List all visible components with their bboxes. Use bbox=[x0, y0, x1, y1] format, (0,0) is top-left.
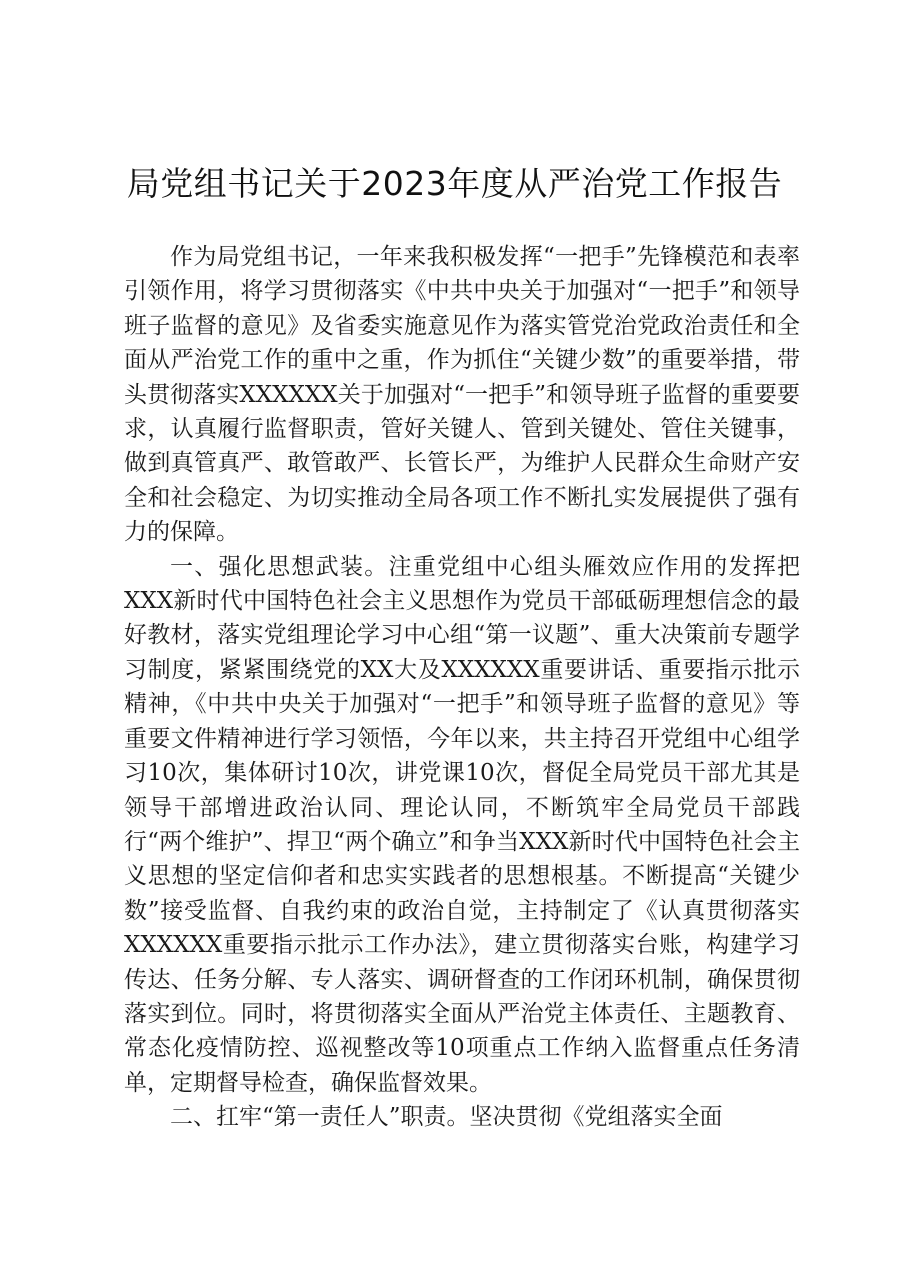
paragraph-intro: 作为局党组书记，一年来我积极发挥“一把手”先锋模范和表率引领作用，将学习贯彻落实《中共中央关于加强对“一把手”和领导班子监督的意见》及省委实施意见作为落实管党治党政治责任和全面从严治党工作的重中之重，作为抓住“关键少数”的重要举措，带头贯彻落实XXXXXX关于加强对“一把手”和领导班子监督的重要要求，认真履行监督职责，管好关键人、管到关键处、管住关键事，做到真管真严、敢管敢严、长管长严，为维护人民群众生命财产安全和社会稳定、为切实推动全局各项工作不断扎实发展提供了强有力的保障。 bbox=[124, 244, 800, 546]
paragraph-section-2: 二、扛牢“第一责任人”职责。坚决贯彻《党组落实全面 bbox=[170, 1104, 723, 1131]
document-body bbox=[124, 240, 800, 1135]
document-title: 局党组书记关于2023年度从严治党工作报告 bbox=[126, 164, 783, 203]
paragraph-section-1: 一、强化思想武装。注重党组中心组头雁效应作用的发挥把XXX新时代中国特色社会主义思想作为党员干部砥砺理想信念的最好教材，落实党组理论学习中心组“第一议题”、重大决策前专题学习制度，紧紧围绕党的XX大及XXXXXX重要讲话、重要指示批示精神，《中共中央关于加强对“一把手”和领导班子监督的意见》等重要文件精神进行学习领悟，今年以来，共主持召开党组中心组学习10次，集体研讨10次，讲党课10次，督促全局党员干部尤其是领导干部增进政治认同、理论认同，不断筑牢全局党员干部践行“两个维护”、捍卫“两个确立”和争当XXX新时代中国特色社会主义思想的坚定信仰者和忠实实践者的思想根基。不断提高“关键少数”接受监督、自我约束的政治自觉，主持制定了《认真贯彻落实XXXXXX重要指示批示工作办法》，建立贯彻落实台账，构建学习传达、任务分解、专人落实、调研督查的工作闭环机制，确保贯彻落实到位。同时，将贯彻落实全面从严治党主体责任、主题教育、常态化疫情防控、巡视整改等10项重点工作纳入监督重点任务清单，定期督导检查，确保监督效果。 bbox=[124, 553, 800, 1096]
